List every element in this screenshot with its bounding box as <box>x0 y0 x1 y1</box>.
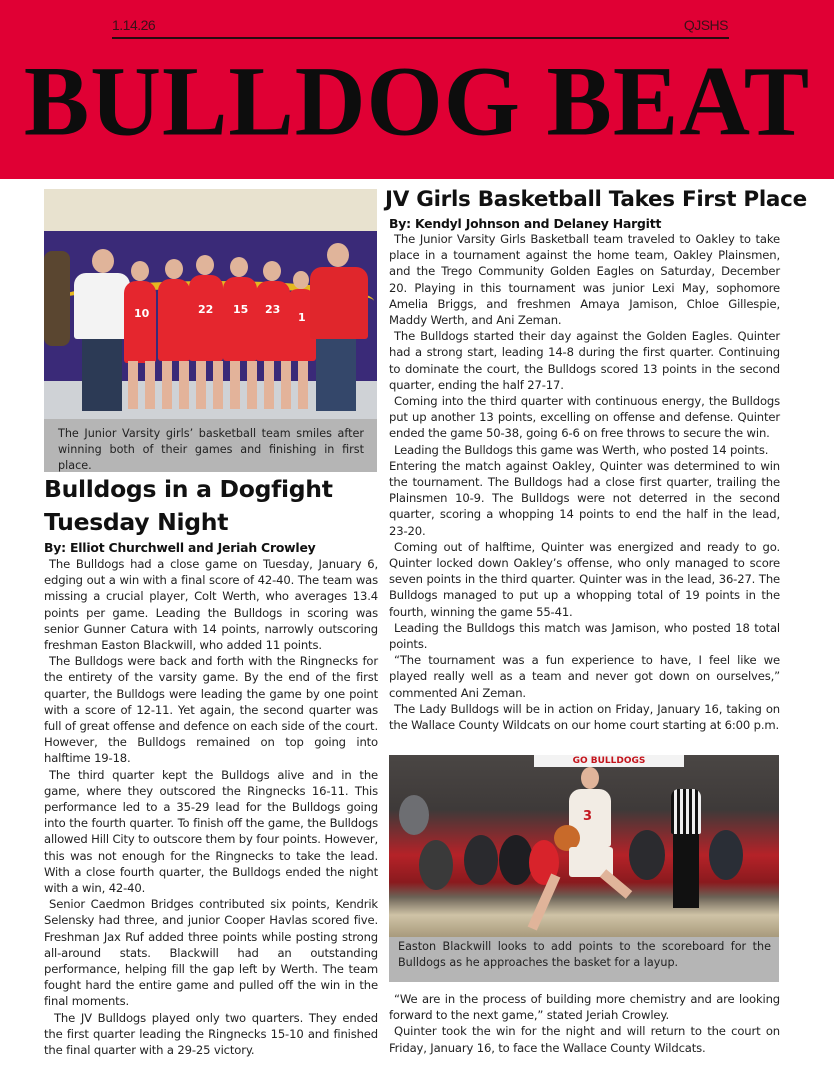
player-jersey-white: 3 <box>569 789 611 847</box>
bulldog-mascot-graphic <box>44 251 70 346</box>
coach-jeans <box>316 339 356 411</box>
player-jersey <box>158 279 190 361</box>
school-name: QJSHS <box>683 17 728 33</box>
headline-line-2: Tuesday Night <box>44 508 229 536</box>
paragraph: The Bulldogs had a close game on Tuesday, January 6, edging out a win with a final score of 42-40. The team was missing a crucial player, Colt Werth, who averages 13.4 points per game. Leading the Bulldogs in scoring was senior Gunner Catura with 14 points, narrowly outscoring freshman Easton Blackwill, who added 11 points. <box>44 557 378 653</box>
headline-line-1: Bulldogs in a Dogfight <box>44 475 333 503</box>
paragraph: The Lady Bulldogs will be in action on Friday, January 16, taking on the Wallace County Wildcats on our home court starting at 6:00 p.m. <box>389 701 780 733</box>
jv-girls-team-photo <box>44 189 377 419</box>
spectator <box>499 835 533 885</box>
paragraph: Quinter took the win for the night and will return to the court on Friday, January 16, to face the Wallace County Wildcats. <box>389 1024 780 1055</box>
jv-girls-byline: By: Kendyl Johnson and Delaney Hargitt <box>389 216 662 231</box>
issue-date: 1.14.26 <box>112 17 156 33</box>
dogfight-continued-body <box>389 991 780 1056</box>
coach-red-jacket <box>310 267 368 339</box>
paragraph: Leading the Bulldogs this game was Werth, who posted 14 points. <box>394 442 769 457</box>
players-legs <box>128 361 314 409</box>
referee <box>671 789 701 834</box>
player-jersey: 15 <box>223 277 257 361</box>
person-head <box>263 261 281 281</box>
paragraph: Entering the match against Oakley, Quinter was determined to win the tournament. The Bulldogs had a close first quarter, trailing the Plainsmen 10-9. The Bulldogs were not deterred in the second quarter, scoring a whopping 14 points to end the half in the lead, 23-20. <box>389 458 780 538</box>
player-head <box>581 767 599 789</box>
newspaper-title: BULLDOG BEAT <box>23 46 811 158</box>
person-head <box>131 261 149 281</box>
person-head <box>293 271 309 289</box>
layup-photo <box>389 755 779 937</box>
paragraph: The Junior Varsity Girls Basketball team traveled to Oakley to take place in a tournament against the home team, Oakley Plainsmen, and the Trego Community Golden Eagles on Saturday, December 20. Playing in this tournament was junior Lexi May, sophomore Amelia Briggs, and freshmen Amaya Jamison, Chloe Gillespie, Maddy Werth, and Ani Zeman. <box>389 232 780 328</box>
jv-girls-photo-figure <box>44 189 377 472</box>
paragraph: The JV Bulldogs played only two quarters. They ended the first quarter leading the Ringnecks 15-10 and finished the final quarter with a 29-25 victory. <box>44 1010 378 1058</box>
masthead <box>0 0 834 179</box>
paragraph: “The tournament was a fun experience to have, I feel like we played really well as a team and never got down on ourselves,” commented Ani Zeman. <box>389 653 780 700</box>
jv-girls-headline: JV Girls Basketball Takes First Place <box>385 187 807 212</box>
layup-photo-figure <box>389 755 779 982</box>
dogfight-headline <box>44 473 378 539</box>
paragraph: Coming out of halftime, Quinter was energized and ready to go. Quinter locked down Oakley’s offense, who only managed to score seven points in the third quarter. Quinter was in the lead, 36-27. The Bulldogs managed to put up a whopping total of 19 points in the fourth, winning the game 55-41. <box>389 539 780 619</box>
jv-girls-photo-caption: The Junior Varsity girls’ basketball team smiles after winning both of their games and finishing in first place. <box>58 427 364 472</box>
person-head <box>196 255 214 275</box>
coach-white-hoodie <box>74 273 130 339</box>
player-jersey: 23 <box>256 281 290 361</box>
dogfight-body <box>44 556 378 1058</box>
gym-wall <box>44 189 377 231</box>
spectator <box>399 795 429 835</box>
person-head <box>327 243 349 267</box>
paragraph: Leading the Bulldogs this match was Jamison, who posted 18 total points. <box>389 620 780 652</box>
masthead-divider <box>112 37 729 39</box>
layup-photo-caption: Easton Blackwill looks to add points to the scoreboard for the Bulldogs as he approaches the basket for a layup. <box>398 940 771 969</box>
paragraph: Coming into the third quarter with continuous energy, the Bulldogs put up another 13 points, excelling on offense and defense. Quinter ended the game 50-38, going 6-6 on free throws to secure the win. <box>389 394 780 441</box>
dogfight-byline: By: Elliot Churchwell and Jeriah Crowley <box>44 540 316 555</box>
paragraph: The third quarter kept the Bulldogs alive and in the game, where they outscored the Ringnecks 16-11. This performance led to a 35-29 lead for the Bulldogs going into the fourth quarter. To finish off the game, the Bulldogs allowed Hill City to outscore them by four points. However, this was not enough for the Ringnecks to take the lead. With a close fourth quarter, the Bulldogs ended the night with a win, 42-40. <box>44 767 378 896</box>
player-jersey: 22 <box>189 275 223 361</box>
paragraph: Senior Caedmon Bridges contributed six points, Kendrik Selensky had three, and junior Cooper Havlas scored five. Freshman Jax Ruf added three points while posting strong all-around stats. Blackwill had an outstanding performance, helping fill the gap left by Werth. The team fought hard the entire game and pulled off the win in the final moments. <box>44 897 378 1009</box>
spectator <box>629 830 665 880</box>
referee-pants <box>673 834 699 908</box>
person-head <box>165 259 183 279</box>
go-bulldogs-sign: GO BULLDOGS <box>534 755 684 767</box>
paragraph: The Bulldogs were back and forth with the Ringnecks for the entirety of the varsity game. By the end of the first quarter, the Bulldogs were leading the game by one point with a score of 12-11. Yet again, the second quarter was full of great offense and defence on each side of the court. However, the Bulldogs remained on top going into halftime 19-18. <box>44 654 378 766</box>
spectator <box>709 830 743 880</box>
person-head <box>92 249 114 273</box>
jv-girls-body <box>389 231 780 733</box>
coach-jeans <box>82 339 122 411</box>
person-head <box>230 257 248 277</box>
paragraph: “We are in the process of building more chemistry and are looking forward to the next game,” stated Jeriah Crowley. <box>389 992 780 1023</box>
spectator <box>419 840 453 890</box>
paragraph: The Bulldogs started their day against the Golden Eagles. Quinter had a strong start, leading 14-8 during the first quarter. Continuing to dominate the court, the Bulldogs scored 13 points in the second quarter, ending the half 27-17. <box>389 329 780 392</box>
spectator <box>464 835 498 885</box>
player-jersey: 1 <box>286 289 316 361</box>
player-jersey: 10 <box>124 281 156 363</box>
